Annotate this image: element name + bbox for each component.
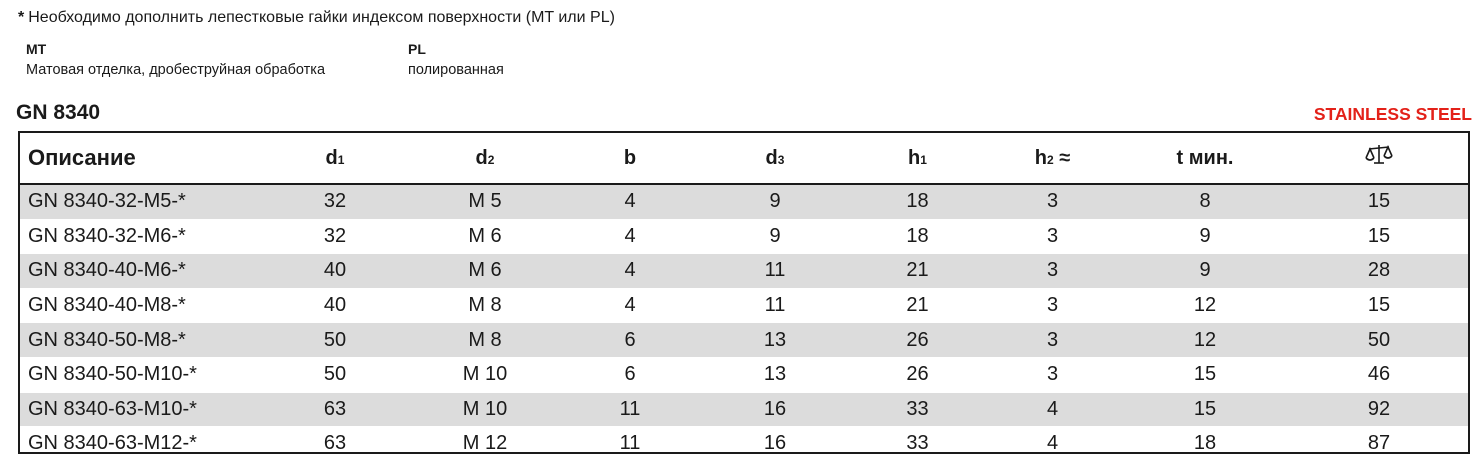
cell-b: 4 <box>560 219 700 254</box>
finish-mt <box>26 39 325 81</box>
specs-table <box>18 131 1470 454</box>
table-row <box>20 427 1468 454</box>
cell-t: 12 <box>1120 323 1290 358</box>
footnote-text: Необходимо дополнить лепестковые гайки индексом поверхности (MT или PL) <box>28 9 615 26</box>
table-row <box>20 254 1468 289</box>
cell-d2: M 8 <box>410 323 560 358</box>
cell-w: 46 <box>1290 357 1468 392</box>
table-header-row <box>20 133 1468 184</box>
cell-h2: 4 <box>985 427 1120 454</box>
cell-d2: M 10 <box>410 357 560 392</box>
cell-d3: 13 <box>700 357 850 392</box>
cell-desc: GN 8340-32-M5-* <box>20 184 260 219</box>
cell-h2: 3 <box>985 219 1120 254</box>
cell-h1: 33 <box>850 392 985 427</box>
cell-desc: GN 8340-50-M8-* <box>20 323 260 358</box>
cell-h2: 3 <box>985 323 1120 358</box>
cell-b: 11 <box>560 427 700 454</box>
cell-h1: 18 <box>850 219 985 254</box>
scale-icon <box>1365 143 1393 173</box>
cell-h1: 21 <box>850 254 985 289</box>
cell-t: 18 <box>1120 427 1290 454</box>
product-title: GN 8340 <box>16 101 101 124</box>
table-row <box>20 357 1468 392</box>
cell-d3: 16 <box>700 392 850 427</box>
cell-d1: 40 <box>260 254 410 289</box>
table-row <box>20 184 1468 219</box>
cell-d1: 63 <box>260 427 410 454</box>
cell-d3: 11 <box>700 254 850 289</box>
cell-d3: 13 <box>700 323 850 358</box>
table-row <box>20 288 1468 323</box>
finish-description: Матовая отделка, дробеструйная обработка <box>26 62 326 78</box>
finish-description: полированная <box>408 62 504 78</box>
cell-desc: GN 8340-40-M8-* <box>20 288 260 323</box>
table-row <box>20 219 1468 254</box>
cell-desc: GN 8340-63-M10-* <box>20 392 260 427</box>
material-label: STAINLESS STEEL <box>1313 104 1472 124</box>
cell-d2: M 6 <box>410 254 560 289</box>
footnote <box>18 9 615 27</box>
cell-d3: 16 <box>700 427 850 454</box>
header-description: Описание <box>20 133 260 184</box>
cell-h2: 3 <box>985 184 1120 219</box>
header-weight <box>1290 133 1468 184</box>
finish-code: MT <box>26 41 47 57</box>
cell-h2: 3 <box>985 357 1120 392</box>
cell-desc: GN 8340-63-M12-* <box>20 427 260 454</box>
cell-w: 87 <box>1290 427 1468 454</box>
cell-d2: M 5 <box>410 184 560 219</box>
cell-d2: M 12 <box>410 427 560 454</box>
header-h2: h2 ≈ <box>985 133 1120 184</box>
cell-t: 12 <box>1120 288 1290 323</box>
cell-d3: 11 <box>700 288 850 323</box>
header-t-min: t мин. <box>1120 133 1290 184</box>
cell-d1: 40 <box>260 288 410 323</box>
cell-d1: 63 <box>260 392 410 427</box>
cell-h1: 21 <box>850 288 985 323</box>
cell-b: 4 <box>560 184 700 219</box>
footnote-asterisk: * <box>18 9 25 26</box>
header-d2: d2 <box>410 133 560 184</box>
cell-d3: 9 <box>700 184 850 219</box>
cell-desc: GN 8340-32-M6-* <box>20 219 260 254</box>
cell-t: 9 <box>1120 219 1290 254</box>
cell-w: 92 <box>1290 392 1468 427</box>
cell-w: 15 <box>1290 184 1468 219</box>
header-d3: d3 <box>700 133 850 184</box>
header-b: b <box>560 133 700 184</box>
cell-w: 15 <box>1290 219 1468 254</box>
header-d1: d1 <box>260 133 410 184</box>
cell-t: 15 <box>1120 392 1290 427</box>
cell-d1: 50 <box>260 357 410 392</box>
cell-desc: GN 8340-50-M10-* <box>20 357 260 392</box>
header-h1: h1 <box>850 133 985 184</box>
cell-d1: 32 <box>260 184 410 219</box>
cell-h2: 3 <box>985 288 1120 323</box>
cell-t: 9 <box>1120 254 1290 289</box>
cell-d2: M 10 <box>410 392 560 427</box>
cell-b: 11 <box>560 392 700 427</box>
table-row <box>20 392 1468 427</box>
cell-h2: 3 <box>985 254 1120 289</box>
table-row <box>20 323 1468 358</box>
cell-b: 4 <box>560 254 700 289</box>
cell-w: 28 <box>1290 254 1468 289</box>
cell-b: 6 <box>560 357 700 392</box>
cell-d1: 50 <box>260 323 410 358</box>
cell-w: 50 <box>1290 323 1468 358</box>
finish-code: PL <box>408 41 426 57</box>
cell-d1: 32 <box>260 219 410 254</box>
finish-pl <box>408 39 504 81</box>
cell-h1: 33 <box>850 427 985 454</box>
cell-b: 4 <box>560 288 700 323</box>
cell-d2: M 6 <box>410 219 560 254</box>
cell-h1: 26 <box>850 323 985 358</box>
cell-h1: 26 <box>850 357 985 392</box>
cell-t: 15 <box>1120 357 1290 392</box>
cell-d3: 9 <box>700 219 850 254</box>
cell-t: 8 <box>1120 184 1290 219</box>
cell-h1: 18 <box>850 184 985 219</box>
cell-b: 6 <box>560 323 700 358</box>
cell-w: 15 <box>1290 288 1468 323</box>
cell-h2: 4 <box>985 392 1120 427</box>
cell-d2: M 8 <box>410 288 560 323</box>
cell-desc: GN 8340-40-M6-* <box>20 254 260 289</box>
